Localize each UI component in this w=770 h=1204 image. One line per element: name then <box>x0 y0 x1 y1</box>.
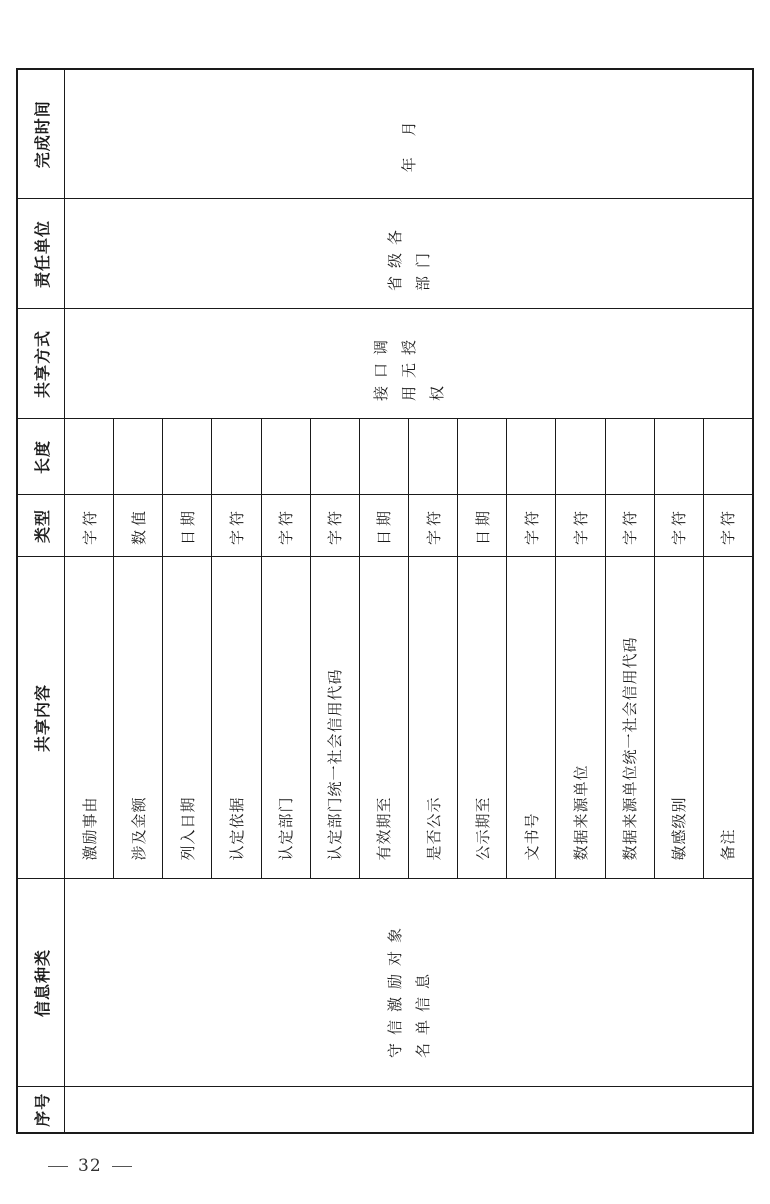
content-cell: 涉及金额 <box>114 557 163 879</box>
type-cell: 字符 <box>310 495 359 557</box>
type-cell: 数值 <box>114 495 163 557</box>
length-cell <box>114 419 163 495</box>
content-cell: 认定部门 <box>261 557 310 879</box>
content-cell: 是否公示 <box>408 557 457 879</box>
length-cell <box>261 419 310 495</box>
length-cell <box>212 419 261 495</box>
header-share-method: 共享方式 <box>17 309 65 419</box>
length-cell <box>408 419 457 495</box>
type-cell: 字符 <box>703 495 753 557</box>
type-cell: 字符 <box>65 495 114 557</box>
table-row <box>65 69 114 1133</box>
type-cell: 字符 <box>261 495 310 557</box>
type-cell: 字符 <box>212 495 261 557</box>
header-index: 序号 <box>17 1087 65 1133</box>
type-cell: 字符 <box>605 495 654 557</box>
completion-time-cell <box>65 69 754 199</box>
page-number-right-dash <box>112 1166 132 1167</box>
content-cell: 有效期至 <box>359 557 408 879</box>
length-cell <box>65 419 114 495</box>
type-cell: 字符 <box>408 495 457 557</box>
content-cell: 认定依据 <box>212 557 261 879</box>
category-cell <box>65 879 754 1087</box>
share-method-value: 接口调用无授权 <box>371 331 446 401</box>
content-cell: 文书号 <box>507 557 556 879</box>
length-cell <box>654 419 703 495</box>
length-cell <box>458 419 507 495</box>
header-row <box>17 69 65 1133</box>
type-cell: 日期 <box>458 495 507 557</box>
content-cell: 列入日期 <box>163 557 212 879</box>
header-content: 共享内容 <box>17 557 65 879</box>
data-sharing-table <box>16 68 754 1134</box>
page-number-left-dash <box>48 1166 68 1167</box>
type-cell: 日期 <box>163 495 212 557</box>
header-responsible: 责任单位 <box>17 199 65 309</box>
content-cell: 数据来源单位统一社会信用代码 <box>605 557 654 879</box>
content-cell: 激励事由 <box>65 557 114 879</box>
type-cell: 日期 <box>359 495 408 557</box>
header-length: 长度 <box>17 419 65 495</box>
type-cell: 字符 <box>507 495 556 557</box>
content-cell: 敏感级别 <box>654 557 703 879</box>
content-cell: 备注 <box>703 557 753 879</box>
length-cell <box>703 419 753 495</box>
responsible-value: 省级各部门 <box>385 221 432 291</box>
content-cell: 公示期至 <box>458 557 507 879</box>
length-cell <box>310 419 359 495</box>
completion-time-value: 年 月 <box>399 113 418 173</box>
header-category: 信息种类 <box>17 879 65 1087</box>
length-cell <box>359 419 408 495</box>
category-value: 守信激励对象名单信息 <box>385 919 432 1058</box>
responsible-cell <box>65 199 754 309</box>
header-completion-time: 完成时间 <box>17 69 65 199</box>
length-cell <box>507 419 556 495</box>
rotated-table-container <box>16 70 754 1134</box>
length-cell <box>605 419 654 495</box>
length-cell <box>556 419 605 495</box>
type-cell: 字符 <box>556 495 605 557</box>
content-cell: 认定部门统一社会信用代码 <box>310 557 359 879</box>
header-type: 类型 <box>17 495 65 557</box>
index-cell <box>65 1087 754 1133</box>
page-number-value: 32 <box>78 1156 102 1176</box>
page-number <box>38 1156 142 1176</box>
share-method-cell <box>65 309 754 419</box>
content-cell: 数据来源单位 <box>556 557 605 879</box>
length-cell <box>163 419 212 495</box>
type-cell: 字符 <box>654 495 703 557</box>
